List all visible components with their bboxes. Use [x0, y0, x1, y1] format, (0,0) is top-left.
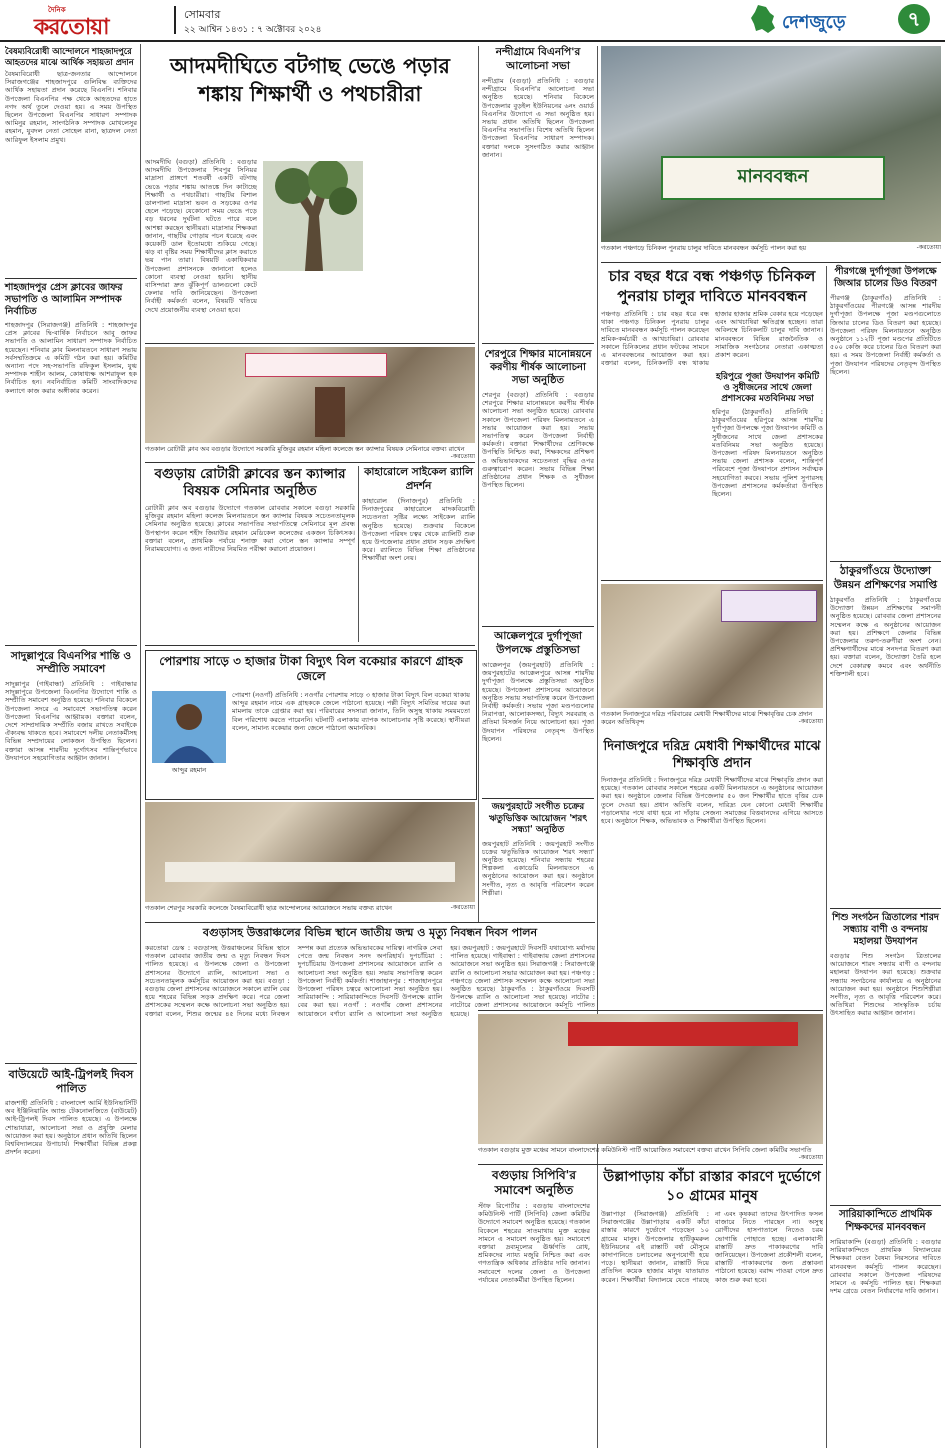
cpb-photo-caption — [478, 1146, 823, 1162]
story-body: দিনাজপুর প্রতিনিধি : দিনাজপুরে দরিদ্র মেধাবী শিক্ষার্থীদের মাঝে শিক্ষাবৃত্তি প্রদান করা হয়েছে। গতকাল রোববার সকালে শহরের একটি মিলনায়তনে এ অনুষ্ঠানের আয়োজন করা হয়। অনুষ্ঠানে জেলার বিভিন্ন উপজেলার ৫০ জন শিক্ষার্থীর হাতে বৃত্তির চেক তুলে দেওয়া হয়। প্রধান অতিথি বলেন, দারিদ্র্য যেন কোনো মেধাবী শিক্ষার্থীর পড়ালেখার পথে বাধা হয়ে না দাঁড়ায় সেজন্য সমাজের বিত্তবানদের এগিয়ে আসতে হবে। অনুষ্ঠানে শিক্ষক, অভিভাবক ও শিক্ষার্থীরা উপস্থিত ছিলেন। — [601, 776, 823, 826]
story-sherpur — [482, 348, 594, 623]
masthead-date: ২২ আশ্বিন ১৪৩১ : ৭ অক্টোবর ২০২৪ — [184, 25, 322, 35]
column-rule — [826, 266, 827, 1448]
story-body: পঞ্চগড় প্রতিনিধি : চার বছর ধরে বন্ধ থাকা পঞ্চগড় চিনিকল পুনরায় চালুর দাবিতে মানববন্ধন কর্মসূচি পালন করেছেন শ্রমিক-কর্মচারী ও আখচাষিরা। রোববার সকালে চিনিকলের প্রধান ফটকের সামনে এ মানববন্ধনের আয়োজন করা হয়। বক্তারা বলেন, চিনিকলটি বন্ধ থাকায় হাজার হাজার শ্রমিক বেকার হয়ে পড়েছেন এবং আখচাষিরা ক্ষতিগ্রস্ত হচ্ছেন। তারা অবিলম্বে চিনিকলটি চালুর দাবি জানান। মানববন্ধনে বিভিন্ন রাজনৈতিক ও সামাজিক সংগঠনের নেতারা একাত্মতা প্রকাশ করেন। — [601, 310, 823, 368]
lead-body-col1: আদমদীঘি (বগুড়া) প্রতিনিধি : বগুড়ার আদমদীঘি উপজেলার শিবপুর সিনিয়র মাদ্রাসা প্রাঙ্গণে শতবর্ষী একটি বটগাছ ভেঙে পড়ার শঙ্কায় আতঙ্কে দিন কাটাচ্ছে শিক্ষার্থী ও পথচারীরা। গাছটির বিশাল ডালপালা মাদ্রাসা ভবন ও সড়কের ওপর হেলে পড়েছে। যেকোনো সময় ভেঙে পড়ে বড় ধরনের দুর্ঘটনা ঘটতে পারে বলে আশঙ্কা করছেন স্থানীয়রা। মাদ্রাসার শিক্ষকরা জানান, গাছটির গোড়ায় পচন ধরেছে এবং কয়েকটি ডাল ইতোমধ্যে শুকিয়ে গেছে। ঝড় বা বৃষ্টির সময় শিক্ষার্থীদের ক্লাস করাতে ভয় পান তারা। বিষয়টি একাধিকবার উপজেলা প্রশাসনকে জানানো হলেও কোনো ব্যবস্থা নেওয়া হয়নি। স্থানীয় বাসিন্দারা দ্রুত ঝুঁকিপূর্ণ ডালগুলো কেটে ফেলার দাবি জানিয়েছেন। উপজেলা নির্বাহী কর্মকর্তা বলেন, বিষয়টি খতিয়ে দেখে প্রয়োজনীয় ব্যবস্থা নেওয়া হবে। — [145, 158, 257, 314]
masthead-rule — [0, 40, 945, 42]
caption-text: গতকাল পঞ্চগড়ে চিনিকল পুনরায় চালুর দাবিতে মানববন্ধন কর্মসূচি পালন করা হয় — [601, 244, 807, 252]
story-cpb — [478, 1168, 590, 1448]
story-rotary — [145, 466, 355, 636]
meeting-table — [165, 862, 455, 882]
lead-body-col3 — [369, 158, 475, 338]
photo-credit: -করতোয়া — [798, 718, 823, 725]
portrait-label: আব্দুর রহমান — [171, 766, 207, 774]
story-body: রাজশাহী প্রতিনিধি : বাংলাদেশ আর্মি ইউনিভার্সিটি অব ইঞ্জিনিয়ারিং অ্যান্ড টেকনোলজিতে (বাউয়েট) আই-ট্রিপলই দিবস পালিত হয়েছে। এ উপলক্ষে শোভাযাত্রা, আলোচনা সভা ও প্রযুক্তি মেলার আয়োজন করা হয়। অনুষ্ঠানে প্রধান অতিথি ছিলেন বিশ্ববিদ্যালয়ের উপাচার্য। শিক্ষার্থীরা বিভিন্ন প্রকল্প প্রদর্শন করেন। — [5, 1099, 137, 1157]
tree-image — [263, 161, 363, 271]
story-haripur — [712, 372, 823, 578]
divider — [830, 1205, 941, 1206]
story-headline: বগুড়ায় রোটারী ক্লাবের স্তন ক্যান্সার বিষয়ক সেমিনার অনুষ্ঠিত — [154, 466, 346, 499]
divider — [830, 908, 941, 909]
story-headline: হরিপুরে পূজা উদযাপন কমিটি ও সুধীজনের সাথে জেলা প্রশাসকের মতবিনিময় সভা — [715, 372, 820, 404]
divider — [830, 561, 941, 562]
story-body: উল্লাপাড়া (সিরাজগঞ্জ) প্রতিনিধি : সিরাজগঞ্জের উল্লাপাড়ায় একটি কাঁচা রাস্তার কারণে দুর্ভোগে পড়েছেন ১০ গ্রামের মানুষ। উপজেলার হাটিকুমরুল ইউনিয়নের এই রাস্তাটি বর্ষা মৌসুমে কাদাপানিতে চলাচলের অনুপযোগী হয়ে পড়ে। স্থানীয়রা জানান, রাস্তাটি দিয়ে প্রতিদিন কয়েক হাজার মানুষ যাতায়াত করেন। শিক্ষার্থীরা বিদ্যালয়ে যেতে পারছে না এবং কৃষকরা তাদের উৎপাদিত ফসল বাজারে নিতে পারছেন না। অসুস্থ রোগীদের হাসপাতালে নিতেও চরম ভোগান্তি পোহাতে হচ্ছে। এলাকাবাসী রাস্তাটি দ্রুত পাকাকরণের দাবি জানিয়েছেন। উপজেলা প্রকৌশলী বলেন, রাস্তাটি পাকাকরণের জন্য প্রস্তাবনা পাঠানো হয়েছে। বরাদ্দ পাওয়া গেলে দ্রুত কাজ শুরু করা হবে। — [601, 1210, 823, 1284]
story-ullapara — [601, 1168, 823, 1448]
person-icon — [152, 691, 226, 763]
panchagarh-photo-caption — [601, 244, 941, 260]
banner-text: মানববন্ধন — [737, 166, 809, 187]
photo-credit: -করতোয়া — [450, 904, 475, 911]
divider — [145, 343, 475, 344]
divider — [5, 278, 137, 279]
photo-credit: -করতোয়া — [450, 453, 475, 460]
masthead — [0, 0, 945, 40]
dinajpur-photo-caption — [601, 710, 823, 734]
story-porsha — [145, 650, 477, 800]
story-dinajpur — [601, 738, 823, 1006]
divider — [478, 1164, 823, 1165]
story-headline: ঠাকুরগাঁওয়ে উদ্যোক্তা উন্নয়ন প্রশিক্ষণের সমাপ্তি — [833, 565, 938, 591]
story-body: সাদুল্লাপুর (গাইবান্ধা) প্রতিনিধি : গাইবান্ধার সাদুল্লাপুরে উপজেলা বিএনপির উদ্যোগে শান্তি ও সম্প্রীতি সমাবেশ অনুষ্ঠিত হয়েছে। শনিবার বিকেলে উপজেলা সদরে এ সমাবেশে সভাপতিত্ব করেন উপজেলা বিএনপির আহ্বায়ক। বক্তারা বলেন, দেশে সাম্প্রদায়িক সম্প্রীতি বজায় রাখতে সবাইকে ঐক্যবদ্ধ থাকতে হবে। সমাবেশে দলীয় নেতাকর্মীসহ বিভিন্ন সম্প্রদায়ের লোকজন উপস্থিত ছিলেন। বক্তারা আসন্ন শারদীয় দুর্গোৎসব শান্তিপূর্ণভাবে উদযাপনে সহযোগিতার আহ্বান জানান। — [5, 680, 137, 762]
story-headline: নন্দীগ্রামে বিএনপি'র আলোচনা সভা — [495, 46, 581, 72]
story-shahjadpur-aid — [5, 46, 137, 276]
divider — [145, 462, 475, 463]
story-headline: চার বছর ধরে বন্ধ পঞ্চগড় চিনিকল পুনরায় চালুর দাবিতে মানববন্ধন — [608, 267, 816, 305]
divider — [482, 798, 594, 799]
story-headline: কাহারোলে সাইকেল র‌্যালি প্রদর্শন — [364, 466, 473, 492]
divider — [601, 580, 823, 581]
divider — [145, 922, 595, 923]
divider — [482, 343, 594, 344]
story-headline: সারিয়াকান্দিতে প্রাথমিক শিক্ষকদের মানববন্ধন — [839, 1209, 932, 1233]
sherpur-photo-caption — [145, 904, 475, 920]
story-headline: উল্লাপাড়ায় কাঁচা রাস্তার কারণে দুর্ভোগে ১০ গ্রামের মানুষ — [603, 1169, 821, 1204]
story-bauet — [5, 1068, 137, 1448]
lead-story — [145, 46, 475, 342]
column-rule — [140, 44, 141, 1448]
story-headline: শিশু সংগঠন ত্রিতালের শারদ সন্ধ্যায় বাণী ও বন্দনায় মহালয়া উদযাপন — [832, 912, 939, 947]
story-body: শাহজাদপুর (সিরাজগঞ্জ) প্রতিনিধি : শাহজাদপুর প্রেস ক্লাবের দ্বি-বার্ষিক নির্বাচনে আবু জাফর সভাপতি ও আলামিন সাধারণ সম্পাদক নির্বাচিত হয়েছেন। শনিবার ক্লাব মিলনায়তনে সাধারণ সভায় সর্বসম্মতিক্রমে এ কমিটি গঠন করা হয়। কমিটির অন্যান্য পদে সহ-সভাপতি রফিকুল ইসলাম, যুগ্ম সম্পাদক শাহীন আলম, কোষাধ্যক্ষ আশরাফুল হক নির্বাচিত হন। নবনির্বাচিত কমিটি সাংবাদিকদের কল্যাণে কাজ করার অঙ্গীকার করেন। — [5, 321, 137, 395]
podium — [315, 387, 345, 437]
map-icon — [750, 4, 776, 34]
story-body: হরিপুর (ঠাকুরগাঁও) প্রতিনিধি : ঠাকুরগাঁওয়ের হরিপুরে আসন্ন শারদীয় দুর্গাপূজা উপলক্ষে পূজা উদযাপন কমিটি ও সুধীজনের সাথে জেলা প্রশাসকের মতবিনিময় সভা অনুষ্ঠিত হয়েছে। উপজেলা পরিষদ মিলনায়তনে অনুষ্ঠিত সভায় জেলা প্রশাসক বলেন, শান্তিপূর্ণ পরিবেশে পূজা উদযাপনে প্রশাসন সর্বাত্মক সহযোগিতা করবে। সভায় পুলিশ সুপারসহ উপজেলা প্রশাসনের কর্মকর্তারা উপস্থিত ছিলেন। — [712, 408, 823, 499]
story-body: বৈষম্যবিরোধী ছাত্র-জনতার আন্দোলনে সিরাজগঞ্জের শাহজাদপুরে গুলিবিদ্ধ ব্যক্তিদের আর্থিক সহায়তা প্রদান করেছে বিএনপি। শনিবার উপজেলা বিএনপির পক্ষ থেকে আহতদের হাতে নগদ অর্থ তুলে দেওয়া হয়। এ সময় উপস্থিত ছিলেন উপজেলা বিএনপির সাধারণ সম্পাদক আমিনুর রহমান, সাংগঠনিক সম্পাদক মোখলেসুর রহমান, যুবদল নেতা সোহেল রানা, ছাত্রদল নেতা আরিফুল ইসলাম প্রমুখ। — [5, 70, 137, 144]
story-headline: জয়পুরহাটে সংগীত চক্রের ঋতুভিত্তিক আয়োজন 'শরৎ সন্ধ্যা' অনুষ্ঠিত — [488, 802, 588, 835]
story-headline: পীরগঞ্জে দুর্গাপূজা উপলক্ষে জিআর চালের ডিও বিতরণ — [834, 266, 937, 289]
story-headline: দিনাজপুরে দরিদ্র মেধাবী শিক্ষার্থীদের মাঝে শিক্ষাবৃত্তি প্রদান — [603, 739, 821, 771]
story-body: পীরগঞ্জ (ঠাকুরগাঁও) প্রতিনিধি : ঠাকুরগাঁওয়ের পীরগঞ্জে আসন্ন শারদীয় দুর্গাপূজা উপলক্ষে পূজা মণ্ডপগুলোতে জিআর চালের ডিও বিতরণ করা হয়েছে। উপজেলা পরিষদ মিলনায়তনে অনুষ্ঠিত অনুষ্ঠানে ১১২টি পূজা মণ্ডপের প্রতিটিতে ৫০০ কেজি করে চালের ডিও বিতরণ করা হয়। এ সময় উপজেলা নির্বাহী কর্মকর্তা ও পূজা উদযাপন পরিষদের নেতৃবৃন্দ উপস্থিত ছিলেন। — [830, 294, 941, 376]
story-akkelpur — [482, 630, 594, 795]
story-body: রোটারী ক্লাব অব বগুড়ার উদ্যোগে গতকাল রোববার সকালে বগুড়া সরকারি মুজিবুর রহমান মহিলা কলেজ মিলনায়তনে স্তন ক্যান্সার বিষয়ক সচেতনতামূলক সেমিনার অনুষ্ঠিত হয়েছে। ক্লাবের সভাপতির সভাপতিত্বে সেমিনারে মূল প্রবন্ধ উপস্থাপন করেন শহীদ জিয়াউর রহমান মেডিকেল কলেজের একজন চিকিৎসক। বক্তারা বলেন, প্রাথমিক পর্যায়ে শনাক্ত করা গেলে স্তন ক্যান্সার সম্পূর্ণ নিরাময়যোগ্য। এ জন্য নারীদের নিয়মিত পরীক্ষা করানো প্রয়োজন। — [145, 504, 355, 554]
cpb-banner — [568, 1022, 798, 1046]
divider — [5, 1063, 137, 1064]
story-nandigram — [482, 46, 594, 340]
story-kaharol-cycle — [362, 466, 475, 642]
photo-credit: -করতোয়া — [916, 244, 941, 251]
story-headline: পোরশায় সাড়ে ৩ হাজার টাকা বিদ্যুৎ বিল বকেয়ার কারণে গ্রাহক জেলে — [159, 654, 463, 683]
caption-text: গতকাল শেরপুর সরকারি কলেজে বৈষম্যবিরোধী ছাত্র আন্দোলনের আয়োজনে সভায় বক্তব্য রাখেন — [145, 904, 392, 912]
cpb-rally-photo — [478, 1014, 823, 1144]
story-body: পোরশা (নওগাঁ) প্রতিনিধি : নওগাঁর পোরশায় সাড়ে ৩ হাজার টাকা বিদ্যুৎ বিল বকেয়া থাকায় আব্দুর রহমান নামে এক গ্রাহককে জেলে পাঠানো হয়েছে। পল্লী বিদ্যুৎ সমিতির দায়ের করা মামলায় তাকে গ্রেপ্তার করা হয়। পরিবারের সদস্যরা জানান, তিনি অসুস্থ থাকায় সময়মতো বিল পরিশোধ করতে পারেননি। ঘটনাটি এলাকায় ব্যাপক আলোচনার সৃষ্টি করেছে। স্থানীয়রা বলেন, সামান্য বকেয়ার জন্য জেলে পাঠানো অমানবিক। — [232, 691, 470, 732]
section-title: দেশজুড়ে — [782, 12, 846, 33]
stage-banner — [721, 590, 817, 622]
story-headline: বাউয়েটে আই-ট্রিপলই দিবস পালিত — [8, 1068, 134, 1095]
lead-headline: আদমদীঘিতে বটগাছ ভেঙে পড়ার শঙ্কায় শিক্ষার্থী ও পথচারীরা — [170, 53, 450, 106]
banyan-tree-photo — [263, 161, 363, 271]
caption-text: গতকাল রোটারী ক্লাব অব বগুড়ার উদ্যোগে সরকারি মুজিবুর রহমান মহিলা কলেজে স্তন ক্যান্সার বিষয়ক সেমিনারে বক্তব্য রাখেন — [145, 445, 465, 453]
photo-credit: -করতোয়া — [798, 1154, 823, 1161]
story-sadullapur — [5, 650, 137, 1060]
lead-body-col2 — [263, 276, 363, 338]
story-tritaal — [830, 912, 941, 1202]
logo: করতোয়া — [34, 14, 109, 40]
caption-text: গতকাল দিনাজপুরে দরিদ্র পরিবারের মেধাবী শিক্ষার্থীদের মাঝে শিক্ষাবৃত্তির চেক প্রদান করেন অতিথিবৃন্দ — [601, 710, 813, 726]
story-body: করতোয়া ডেস্ক : বগুড়াসহ উত্তরাঞ্চলের বিভিন্ন স্থানে গতকাল রোববার জাতীয় জন্ম ও মৃত্যু নিবন্ধন দিবস পালিত হয়েছে। এ উপলক্ষে জেলা ও উপজেলা প্রশাসনের উদ্যোগে র‌্যালি, আলোচনা সভা ও সচেতনতামূলক কর্মসূচির আয়োজন করা হয়। বগুড়া : বগুড়ায় জেলা প্রশাসনের আয়োজনে সকালে র‌্যালি বের হয়ে শহরের বিভিন্ন সড়ক প্রদক্ষিণ করে। পরে জেলা প্রশাসকের সম্মেলন কক্ষে আলোচনা সভা অনুষ্ঠিত হয়। বক্তারা বলেন, শিশুর জন্মের ৪৫ দিনের মধ্যে নিবন্ধন সম্পন্ন করা প্রত্যেক অভিভাবকের দায়িত্ব। নাগরিক সেবা পেতে জন্ম নিবন্ধন সনদ অপরিহার্য। দুপচাঁচিয়া : দুপচাঁচিয়ায় উপজেলা প্রশাসনের আয়োজনে র‌্যালি ও আলোচনা সভা অনুষ্ঠিত হয়। সভায় সভাপতিত্ব করেন উপজেলা নির্বাহী কর্মকর্তা। শাজাহানপুর : শাজাহানপুরে উপজেলা পরিষদ চত্বরে আলোচনা সভা অনুষ্ঠিত হয়। সারিয়াকান্দি : সারিয়াকান্দিতে দিবসটি উপলক্ষে র‌্যালি বের করা হয়। নওগাঁ : নওগাঁয় জেলা প্রশাসনের আয়োজনে বর্ণাঢ্য র‌্যালি ও আলোচনা সভা অনুষ্ঠিত হয়। জয়পুরহাট : জয়পুরহাটে দিবসটি যথাযোগ্য মর্যাদায় পালিত হয়েছে। গাইবান্ধা : গাইবান্ধায় জেলা প্রশাসনের আয়োজনে সভা অনুষ্ঠিত হয়। সিরাজগঞ্জ : সিরাজগঞ্জে র‌্যালি ও আলোচনা সভার আয়োজন করা হয়। পঞ্চগড় : পঞ্চগড়ে জেলা প্রশাসক সম্মেলন কক্ষে আলোচনা সভা অনুষ্ঠিত হয়েছে। ঠাকুরগাঁও : ঠাকুরগাঁওয়ে দিবসটি উপলক্ষে র‌্যালি ও আলোচনা সভা হয়েছে। নাটোর : নাটোরে জেলা প্রশাসনের আয়োজনে কর্মসূচি পালিত হয়েছে। — [145, 944, 595, 1018]
story-pirganj — [830, 266, 941, 558]
rotary-photo-caption — [145, 445, 475, 461]
rotary-seminar-photo — [145, 347, 475, 443]
divider — [601, 262, 941, 263]
story-body: আক্কেলপুর (জয়পুরহাট) প্রতিনিধি : জয়পুরহাটের আক্কেলপুরে আসন্ন শারদীয় দুর্গাপূজা উপলক্ষে প্রস্তুতিসভা অনুষ্ঠিত হয়েছে। উপজেলা প্রশাসনের আয়োজনে অনুষ্ঠিত সভায় সভাপতিত্ব করেন উপজেলা নির্বাহী কর্মকর্তা। সভায় পূজা মণ্ডপগুলোর নিরাপত্তা, আলোকসজ্জা, বিদ্যুৎ সরবরাহ ও প্রতিমা বিসর্জন নিয়ে আলোচনা হয়। পূজা উদযাপন পরিষদের নেতৃবৃন্দ উপস্থিত ছিলেন। — [482, 661, 594, 743]
human-chain-banner — [661, 156, 885, 200]
story-headline: সাদুল্লাপুরে বিএনপির শান্তি ও সম্প্রীতি সমাবেশ — [10, 650, 132, 675]
story-body: কাহারোল (দিনাজপুর) প্রতিনিধি : দিনাজপুরের কাহারোলে মাদকবিরোধী সচেতনতা সৃষ্টির লক্ষ্যে সাইকেল র‌্যালি অনুষ্ঠিত হয়েছে। শুক্রবার বিকেলে উপজেলা পরিষদ চত্বর থেকে র‌্যালিটি শুরু হয়ে উপজেলার প্রধান প্রধান সড়ক প্রদক্ষিণ করে। র‌্যালিতে বিভিন্ন শিক্ষা প্রতিষ্ঠানের শিক্ষার্থীরা অংশ নেয়। — [362, 497, 475, 563]
story-body: জয়পুরহাট প্রতিনিধি : জয়পুরহাট সংগীত চক্রের ঋতুভিত্তিক আয়োজন 'শরৎ সন্ধ্যা' অনুষ্ঠিত হয়েছে। শনিবার সন্ধ্যায় শহরের শিল্পকলা একাডেমি মিলনায়তনে এ অনুষ্ঠানের আয়োজন করা হয়। অনুষ্ঠানে সংগীত, নৃত্য ও আবৃত্তি পরিবেশন করেন শিল্পীরা। — [482, 839, 594, 897]
story-body: ঠাকুরগাঁও প্রতিনিধি : ঠাকুরগাঁওয়ে উদ্যোক্তা উন্নয়ন প্রশিক্ষণের সমাপনী অনুষ্ঠিত হয়েছে। রোববার জেলা প্রশাসনের সম্মেলন কক্ষে এ অনুষ্ঠানের আয়োজন করা হয়। প্রশিক্ষণে জেলার বিভিন্ন উপজেলার তরুণ-তরুণীরা অংশ নেন। প্রশিক্ষণার্থীদের মাঝে সনদপত্র বিতরণ করা হয়। বক্তারা বলেন, উদ্যোক্তা তৈরি হলে দেশে বেকারত্ব কমবে এবং অর্থনীতি শক্তিশালী হবে। — [830, 596, 941, 678]
portrait-photo — [152, 691, 226, 763]
story-headline: বগুড়াসহ উত্তরাঞ্চলের বিভিন্ন স্থানে জাতীয় জন্ম ও মৃত্যু নিবন্ধন দিবস পালন — [202, 926, 538, 939]
sherpur-meeting-photo — [145, 802, 475, 902]
story-headline: আক্কেলপুরে দুর্গাপূজা উপলক্ষে প্রস্তুতিসভা — [494, 630, 582, 656]
divider — [145, 645, 475, 646]
logo-small: দৈনিক — [48, 6, 66, 14]
story-body: শেরপুর (বগুড়া) প্রতিনিধি : বগুড়ার শেরপুরে শিক্ষার মানোন্নয়নে করণীয় শীর্ষক আলোচনা সভা অনুষ্ঠিত হয়েছে। রোববার সকালে উপজেলা পরিষদ মিলনায়তনে এ সভার আয়োজন করা হয়। সভায় সভাপতিত্ব করেন উপজেলা নির্বাহী কর্মকর্তা। বক্তারা শিক্ষার্থীদের শ্রেণিকক্ষে উপস্থিতি নিশ্চিত করা, শিক্ষকদের প্রশিক্ষণ ও অভিভাবকদের সচেতনতা বৃদ্ধির ওপর গুরুত্বারোপ করেন। সভায় বিভিন্ন শিক্ষা প্রতিষ্ঠানের প্রধান শিক্ষক ও সুধীজন উপস্থিত ছিলেন। — [482, 391, 594, 490]
divider — [478, 1010, 823, 1011]
story-body: সারিয়াকান্দি (বগুড়া) প্রতিনিধি : বগুড়ার সারিয়াকান্দিতে প্রাথমিক বিদ্যালয়ের শিক্ষকরা বেতন বৈষম্য নিরসনের দাবিতে মানববন্ধন কর্মসূচি পালন করেছেন। রোববার সকালে উপজেলা পরিষদের সামনে এ কর্মসূচি পালিত হয়। শিক্ষকরা দশম গ্রেডে বেতন নির্ধারণের দাবি জানান। — [830, 1238, 941, 1296]
divider — [482, 626, 594, 627]
dinajpur-scholarship-photo — [601, 584, 823, 708]
seminar-banner — [245, 353, 387, 377]
story-headline: বগুড়ায় সিপিবি'র সমাবেশ অনুষ্ঠিত — [492, 1168, 576, 1197]
column-rule — [358, 466, 359, 642]
caption-text: গতকাল বগুড়ায় মুক্ত মঞ্চের সামনে বাংলাদেশের কমিউনিস্ট পার্টি আয়োজিত সমাবেশে বক্তব্য রাখেন সিপিবি জেলা কমিটির সভাপতি — [478, 1146, 812, 1154]
story-body: বগুড়ার শিশু সংগঠন ত্রিতালের আয়োজনে শারদ সন্ধ্যায় বাণী ও বন্দনায় মহালয়া উদযাপন করা হয়েছে। শুক্রবার সন্ধ্যায় সংগঠনের কার্যালয়ে এ অনুষ্ঠানের আয়োজন করা হয়। অনুষ্ঠানে শিশুশিল্পীরা সংগীত, নৃত্য ও আবৃত্তি পরিবেশন করে। অতিথিরা শিশুদের সাংস্কৃতিক চর্চায় উৎসাহিত করার আহ্বান জানান। — [830, 952, 941, 1018]
story-headline: শেরপুরে শিক্ষার মানোন্নয়নে করণীয় শীর্ষক আলোচনা সভা অনুষ্ঠিত — [484, 349, 592, 386]
story-thakurgaon — [830, 565, 941, 905]
masthead-day: সোমবার — [184, 8, 221, 21]
story-body: নন্দীগ্রাম (বগুড়া) প্রতিনিধি : বগুড়ার নন্দীগ্রামে বিএনপি'র আলোচনা সভা অনুষ্ঠিত হয়েছে। শনিবার বিকেলে উপজেলার বুড়ইল ইউনিয়নের ৬নং ওয়ার্ড বিএনপির উদ্যোগে এ সভা অনুষ্ঠিত হয়। সভায় প্রধান অতিথি ছিলেন উপজেলা বিএনপির সভাপতি। বিশেষ অতিথি ছিলেন উপজেলা বিএনপির সাধারণ সম্পাদক। বক্তারা দলকে সুসংগঠিত করার আহ্বান জানান। — [482, 77, 594, 159]
story-shahjadpur-pressclub — [5, 282, 137, 642]
page-number-badge — [898, 4, 930, 34]
story-headline: বৈষম্যবিরোধী আন্দোলনে শাহজাদপুরে আহতদের মাঝে আর্থিক সহায়তা প্রদান — [5, 46, 134, 67]
story-headline: শাহজাদপুর প্রেস ক্লাবের জাফর সভাপতি ও আলামিন সম্পাদক নির্বাচিত — [5, 282, 123, 317]
story-body: স্টাফ রিপোর্টার : বগুড়ায় বাংলাদেশের কমিউনিস্ট পার্টি (সিপিবি) জেলা কমিটির উদ্যোগে সমাবেশ অনুষ্ঠিত হয়েছে। গতকাল বিকেলে শহরের সাতমাথায় মুক্ত মঞ্চের সামনে এ সমাবেশ অনুষ্ঠিত হয়। সমাবেশে বক্তারা দ্রব্যমূল্যের ঊর্ধ্বগতি রোধ, শ্রমিকদের ন্যায্য মজুরি নিশ্চিত করা এবং গণতান্ত্রিক অধিকার প্রতিষ্ঠার দাবি জানান। সমাবেশে দলের জেলা ও উপজেলা পর্যায়ের নেতাকর্মীরা উপস্থিত ছিলেন। — [478, 1202, 590, 1284]
story-joypurhat — [482, 802, 594, 920]
page-number: ৭ — [907, 7, 921, 31]
panchagarh-human-chain-photo — [601, 46, 941, 242]
column-rule — [478, 46, 479, 922]
divider — [5, 645, 137, 646]
masthead-divider — [174, 6, 176, 34]
story-sariakandi — [830, 1209, 941, 1448]
column-rule — [597, 46, 598, 1448]
